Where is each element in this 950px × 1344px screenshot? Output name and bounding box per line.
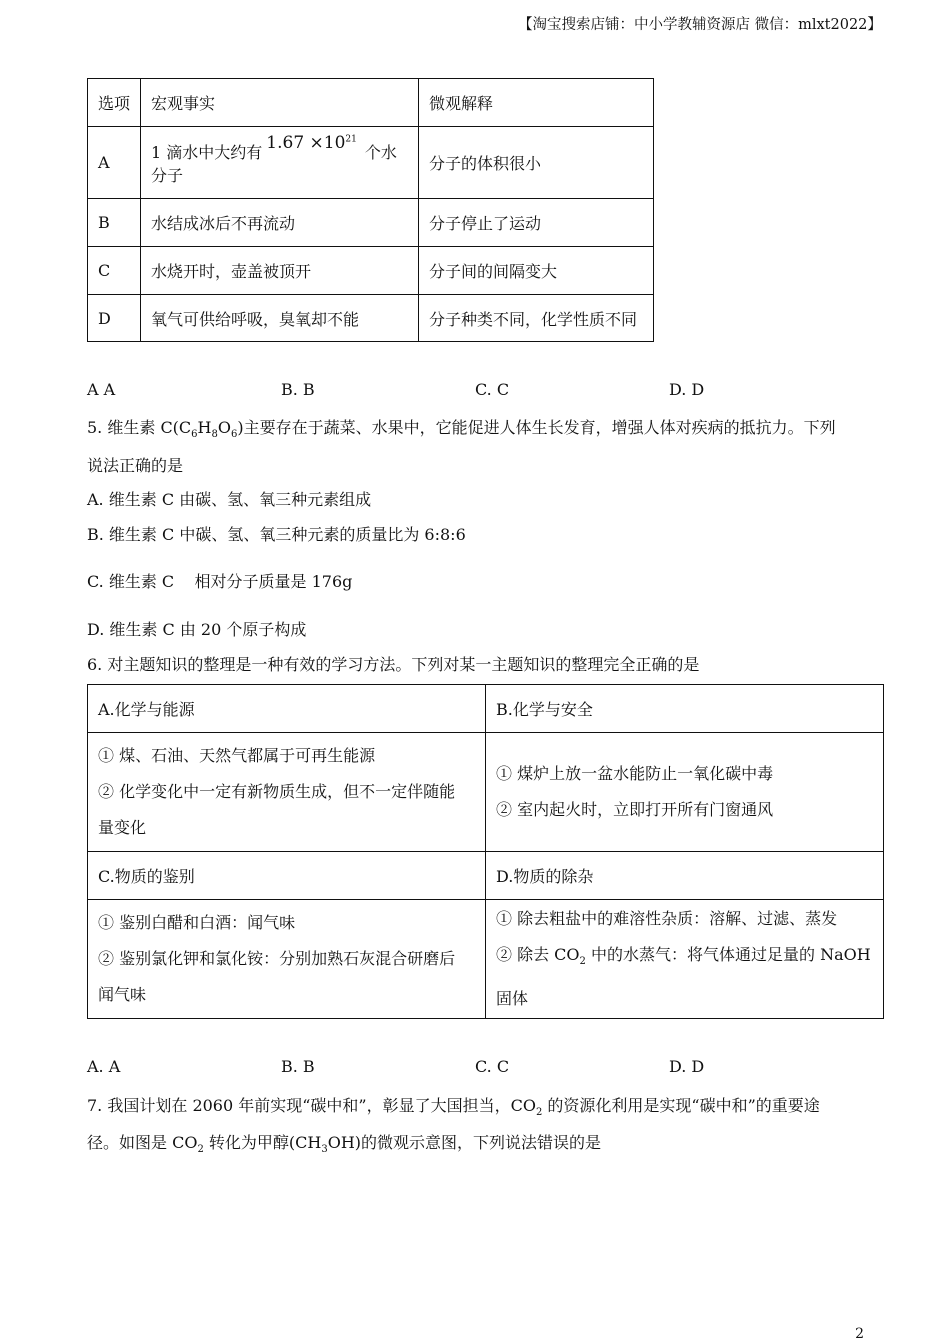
table-cell: 分子间的间隔变大 [419,247,654,295]
cell-line: 固体 [496,988,529,1008]
subscript: 6 [231,429,238,441]
stem-text: 5. 维生素 C(C [87,418,192,437]
table-cell-a-title: A.化学与能源 [88,685,486,733]
table-cell: 水结成冰后不再流动 [141,199,419,247]
page-header: 【淘宝搜索店铺：中小学教辅资源店 微信：mlxt2022】 [518,17,882,33]
stem-text: 转化为甲醇(CH [203,1133,322,1152]
table-cell-c-content [88,900,486,1019]
table-cell-c-title: C.物质的鉴别 [88,852,486,900]
table-cell: 水烧开时，壶盖被顶开 [141,247,419,295]
subscript: 3 [321,1144,328,1156]
question5-stem-line2: 说法正确的是 [87,456,184,475]
cell-line: ② 化学变化中一定有新物质生成，但不一定伴随能 [98,782,456,801]
table-cell-b-title: B.化学与安全 [486,685,884,733]
option-c[interactable]: C. 维生素 C 相对分子质量是 176g [87,572,353,591]
question6-table [87,684,884,1019]
subscript: 8 [211,429,218,441]
table-cell: C [88,247,141,295]
table-cell-d-content [486,900,884,1019]
table-cell-a-content [88,733,486,852]
table-row [88,733,884,852]
cell-text: 中的水蒸气：将气体通过足量的 NaOH [585,945,871,965]
cell-line: 闻气味 [98,985,147,1004]
option-d[interactable]: D. D [669,1057,705,1076]
table-cell-d-title: D.物质的除杂 [486,852,884,900]
option-a[interactable]: A. 维生素 C 由碳、氢、氧三种元素组成 [87,490,372,509]
option-b[interactable]: B. 维生素 C 中碳、氢、氧三种元素的质量比为 6:8:6 [87,525,466,544]
question5-stem [87,415,836,440]
stem-text: )主要存在于蔬菜、水果中，它能促进人体生长发育，增强人体对疾病的抵抗力。下列 [237,418,836,437]
table-cell: D [88,295,141,342]
option-c[interactable]: C. C [475,1057,510,1076]
question7-stem [87,1093,820,1118]
table-row [88,295,654,342]
subscript: 2 [197,1144,204,1156]
option-d[interactable]: D. D [669,380,705,399]
subscript: 2 [579,956,586,968]
stem-text: H [197,418,212,437]
table-header-cell: 宏观事实 [141,79,419,127]
table-cell: 氧气可供给呼吸，臭氧却不能 [141,295,419,342]
table-row [88,127,654,199]
stem-text: O [217,418,231,437]
question6-stem: 6. 对主题知识的整理是一种有效的学习方法。下列对某一主题知识的整理完全正确的是 [87,655,700,674]
cell-line: 量变化 [98,818,147,837]
table-row [88,199,654,247]
table-cell: 分子停止了运动 [419,199,654,247]
cell-line: ① 煤、石油、天然气都属于可再生能源 [98,746,376,765]
table-row [88,852,884,900]
fact-text-end: 个水分子 [151,142,397,185]
subscript: 2 [535,1107,543,1119]
page-number: 2 [855,1326,864,1342]
stem-text: 的资源化利用是实现“碳中和”的重要途 [542,1096,820,1115]
table-row [88,685,884,733]
stem-text: 7. 我国计划在 2060 年前实现“碳中和”，彰显了大国担当，CO [87,1096,536,1115]
option-c[interactable]: C. C [475,380,510,399]
cell-line: ① 鉴别白醋和白酒：闻气味 [98,913,296,932]
number-base: 1.67 ×10 [266,132,346,153]
stem-text: 径。如图是 CO [87,1133,198,1152]
option-a[interactable]: A A [87,380,116,399]
scientific-number [266,133,357,153]
stem-text: OH)的微观示意图，下列说法错误的是 [327,1133,602,1152]
table-cell: A [88,127,141,199]
question7-stem-line2 [87,1130,601,1155]
cell-text: ② 除去 CO [496,945,580,965]
cell-line: ① 除去粗盐中的难溶性杂质：溶解、过滤、蒸发 [496,909,838,929]
table-cell [141,127,419,199]
option-d[interactable]: D. 维生素 C 由 20 个原子构成 [87,620,307,639]
option-b[interactable]: B. B [281,1057,315,1076]
option-a[interactable]: A. A [87,1057,121,1076]
subscript: 6 [191,429,198,441]
cell-line: ① 煤炉上放一盆水能防止一氧化碳中毒 [496,764,774,783]
fact-text: 1 滴水中大约有 [151,142,263,162]
table-header-cell: 选项 [88,79,141,127]
table-header-row [88,79,654,127]
cell-line [496,937,873,980]
table-cell-b-content [486,733,884,852]
cell-line: ② 鉴别氯化钾和氯化铵：分别加熟石灰混合研磨后 [98,949,456,968]
table-header-cell: 微观解释 [419,79,654,127]
table-row [88,900,884,1019]
table-cell: B [88,199,141,247]
table-cell: 分子的体积很小 [419,127,654,199]
cell-line: ② 室内起火时，立即打开所有门窗通风 [496,800,774,819]
table-cell: 分子种类不同，化学性质不同 [419,295,654,342]
number-exponent: 21 [345,133,357,144]
option-b[interactable]: B. B [281,380,315,399]
question4-table [87,78,654,342]
table-row [88,247,654,295]
